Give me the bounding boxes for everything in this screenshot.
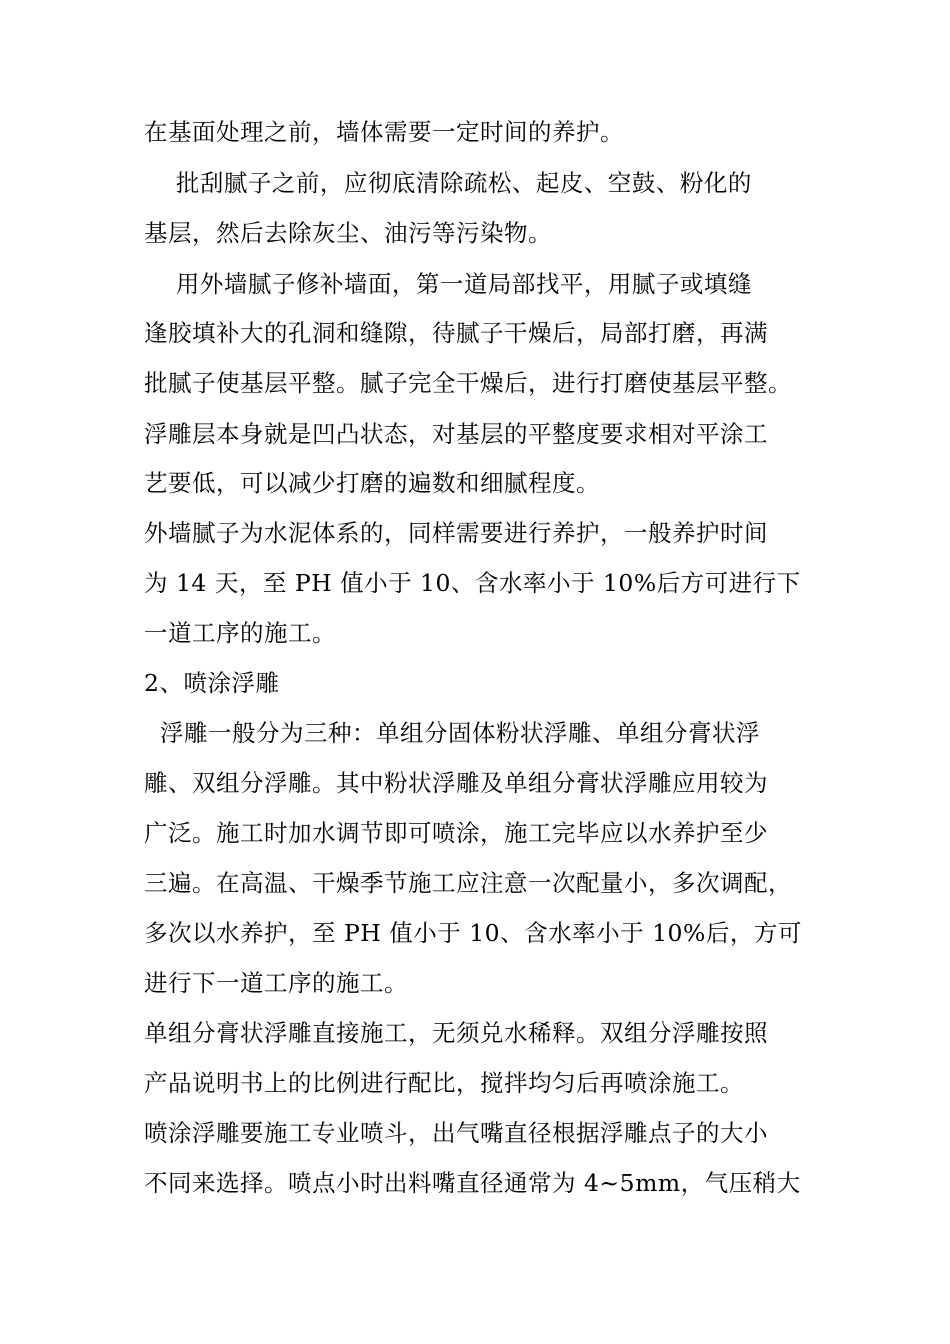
text-line: 进行下一道工序的施工。 bbox=[144, 969, 408, 997]
text-line: 浮雕一般分为三种：单组分固体粉状浮雕、单组分膏状浮 bbox=[144, 719, 760, 747]
text-line: 一道工序的施工。 bbox=[144, 619, 336, 647]
text-line: 不同来选择。喷点小时出料嘴直径通常为 4~5mm，气压稍大 bbox=[144, 1169, 801, 1197]
text-line: 多次以水养护，至 PH 值小于 10、含水率小于 10%后，方可 bbox=[144, 919, 802, 947]
text-line: 外墙腻子为水泥体系的，同样需要进行养护，一般养护时间 bbox=[144, 519, 768, 547]
text-line: 雕、双组分浮雕。其中粉状浮雕及单组分膏状浮雕应用较为 bbox=[144, 769, 768, 797]
section-heading: 2、喷涂浮雕 bbox=[144, 669, 280, 697]
text-line: 三遍。在高温、干燥季节施工应注意一次配量小，多次调配， bbox=[144, 869, 792, 897]
text-line: 基层，然后去除灰尘、油污等污染物。 bbox=[144, 219, 552, 247]
text-line: 批腻子使基层平整。腻子完全干燥后，进行打磨使基层平整。 bbox=[144, 369, 792, 397]
text-line: 艺要低，可以减少打磨的遍数和细腻程度。 bbox=[144, 469, 600, 497]
text-line: 逢胶填补大的孔洞和缝隙，待腻子干燥后，局部打磨，再满 bbox=[144, 319, 768, 347]
text-line: 用外墙腻子修补墙面，第一道局部找平，用腻子或填缝 bbox=[144, 270, 752, 298]
text-line: 广泛。施工时加水调节即可喷涂，施工完毕应以水养护至少 bbox=[144, 819, 768, 847]
text-line: 产品说明书上的比例进行配比，搅拌均匀后再喷涂施工。 bbox=[144, 1069, 744, 1097]
text-line: 为 14 天，至 PH 值小于 10、含水率小于 10%后方可进行下 bbox=[144, 569, 801, 597]
text-line: 在基面处理之前，墙体需要一定时间的养护。 bbox=[144, 118, 624, 146]
text-line: 浮雕层本身就是凹凸状态，对基层的平整度要求相对平涂工 bbox=[144, 420, 768, 448]
text-line: 单组分膏状浮雕直接施工，无须兑水稀释。双组分浮雕按照 bbox=[144, 1019, 768, 1047]
text-line: 喷涂浮雕要施工专业喷斗，出气嘴直径根据浮雕点子的大小 bbox=[144, 1119, 768, 1147]
text-line: 批刮腻子之前，应彻底清除疏松、起皮、空鼓、粉化的 bbox=[144, 169, 752, 197]
